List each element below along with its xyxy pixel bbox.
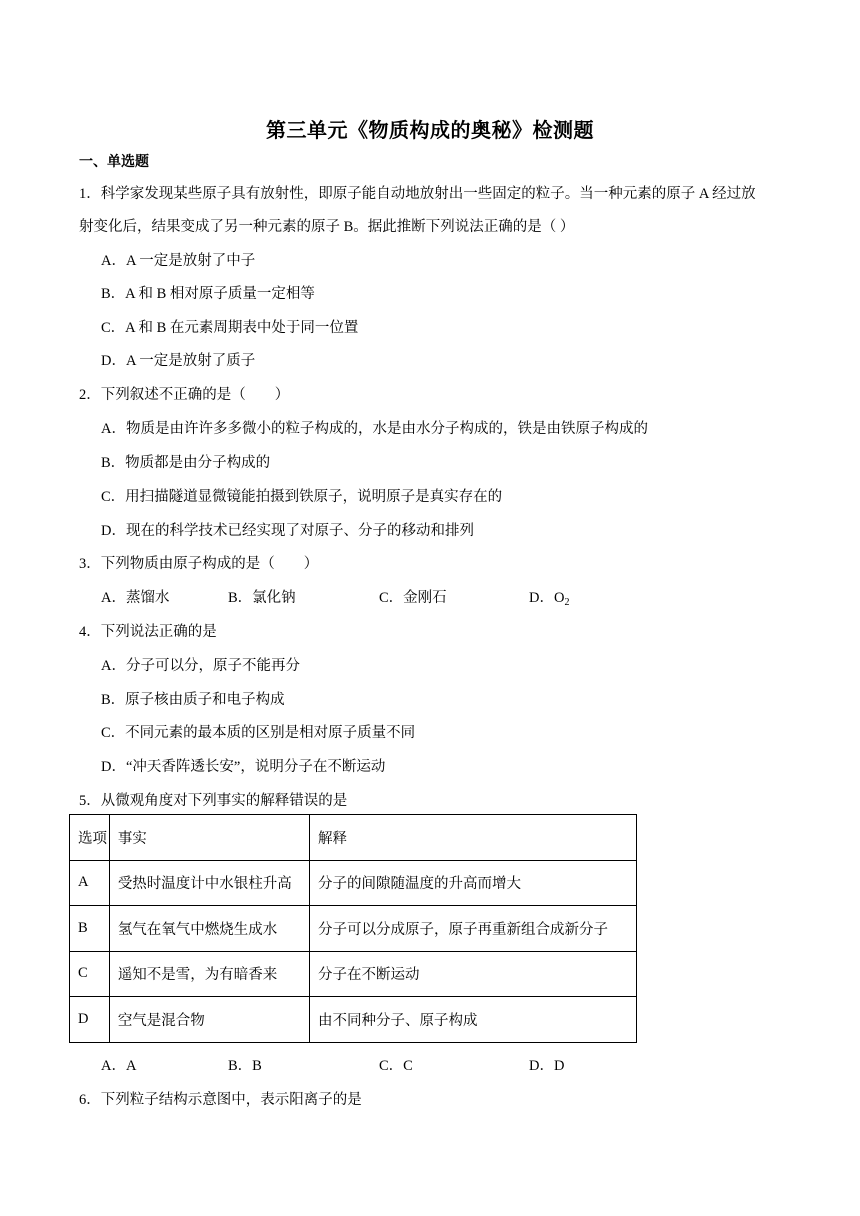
question-5-option-d: D．D — [529, 1058, 565, 1074]
table-cell: 分子可以分成原子，原子再重新组合成新分子 — [309, 906, 636, 952]
page-title: 第三单元《物质构成的奥秘》检测题 — [266, 120, 594, 142]
question-1-option-b: B．A 和 B 相对原子质量一定相等 — [101, 286, 315, 302]
question-2-stem: 2．下列叙述不正确的是（ ） — [79, 387, 290, 403]
section-heading: 一、单选题 — [79, 155, 149, 170]
question-5-stem: 5．从微观角度对下列事实的解释错误的是 — [79, 793, 348, 809]
table-header-cell: 解释 — [309, 815, 636, 861]
table-cell: D — [70, 997, 110, 1043]
table-cell: 遥知不是雪，为有暗香来 — [109, 951, 309, 997]
question-2-option-b: B．物质都是由分子构成的 — [101, 455, 271, 471]
question-4-option-c: C．不同元素的最本质的区别是相对原子质量不同 — [101, 725, 416, 741]
question-4-stem: 4．下列说法正确的是 — [79, 624, 217, 640]
question-2-option-a: A．物质是由许许多多微小的粒子构成的，水是由水分子构成的，铁是由铁原子构成的 — [101, 421, 648, 437]
table-cell: 空气是混合物 — [109, 997, 309, 1043]
table-cell: B — [70, 906, 110, 952]
question-5-option-c: C．C — [379, 1058, 413, 1074]
question-1-option-c: C．A 和 B 在元素周期表中处于同一位置 — [101, 320, 359, 336]
table-cell: 分子在不断运动 — [309, 951, 636, 997]
question-4-option-d: D．“冲天香阵透长安”，说明分子在不断运动 — [101, 759, 386, 775]
table-cell: 由不同种分子、原子构成 — [309, 997, 636, 1043]
table-row — [70, 997, 637, 1043]
question-4-option-a: A．分子可以分，原子不能再分 — [101, 658, 300, 674]
question-1-option-a: A．A 一定是放射了中子 — [101, 253, 256, 269]
question-3-option-a: A．蒸馏水 — [101, 590, 170, 606]
question-3-option-d-subscript: 2 — [564, 597, 570, 608]
question-2-option-c: C．用扫描隧道显微镜能拍摄到铁原子，说明原子是真实存在的 — [101, 489, 503, 505]
table-cell: 受热时温度计中水银柱升高 — [109, 860, 309, 906]
question-2-option-d: D．现在的科学技术已经实现了对原子、分子的移动和排列 — [101, 523, 474, 539]
question-3-option-d — [529, 586, 569, 608]
question-3-option-c: C．金刚石 — [379, 590, 447, 606]
question-1-line-1: 1．科学家发现某些原子具有放射性，即原子能自动地放射出一些固定的粒子。当一种元素的原子 A 经过放 — [79, 186, 756, 202]
table-cell: 氢气在氧气中燃烧生成水 — [109, 906, 309, 952]
table-cell: A — [70, 860, 110, 906]
question-1-line-2: 射变化后，结果变成了另一种元素的原子 B。据此推断下列说法正确的是（ ） — [79, 219, 575, 235]
question-3-option-b: B．氯化钠 — [228, 590, 296, 606]
question-3-option-d-label: D．O — [529, 590, 565, 606]
table-cell: C — [70, 951, 110, 997]
question-5-option-b: B．B — [228, 1058, 262, 1074]
question-5-option-a: A．A — [101, 1058, 137, 1074]
table-header-cell: 选项 — [70, 815, 110, 861]
question-6-stem: 6．下列粒子结构示意图中，表示阳离子的是 — [79, 1092, 362, 1108]
table-cell: 分子的间隙随温度的升高而增大 — [309, 860, 636, 906]
table-header-cell: 事实 — [109, 815, 309, 861]
table-header-row — [70, 815, 637, 861]
question-3-stem: 3．下列物质由原子构成的是（ ） — [79, 556, 319, 572]
table-row — [70, 906, 637, 952]
table-row — [70, 860, 637, 906]
explanation-table — [69, 814, 637, 1043]
question-1-option-d: D．A 一定是放射了质子 — [101, 353, 256, 369]
table-row — [70, 951, 637, 997]
question-4-option-b: B．原子核由质子和电子构成 — [101, 692, 285, 708]
